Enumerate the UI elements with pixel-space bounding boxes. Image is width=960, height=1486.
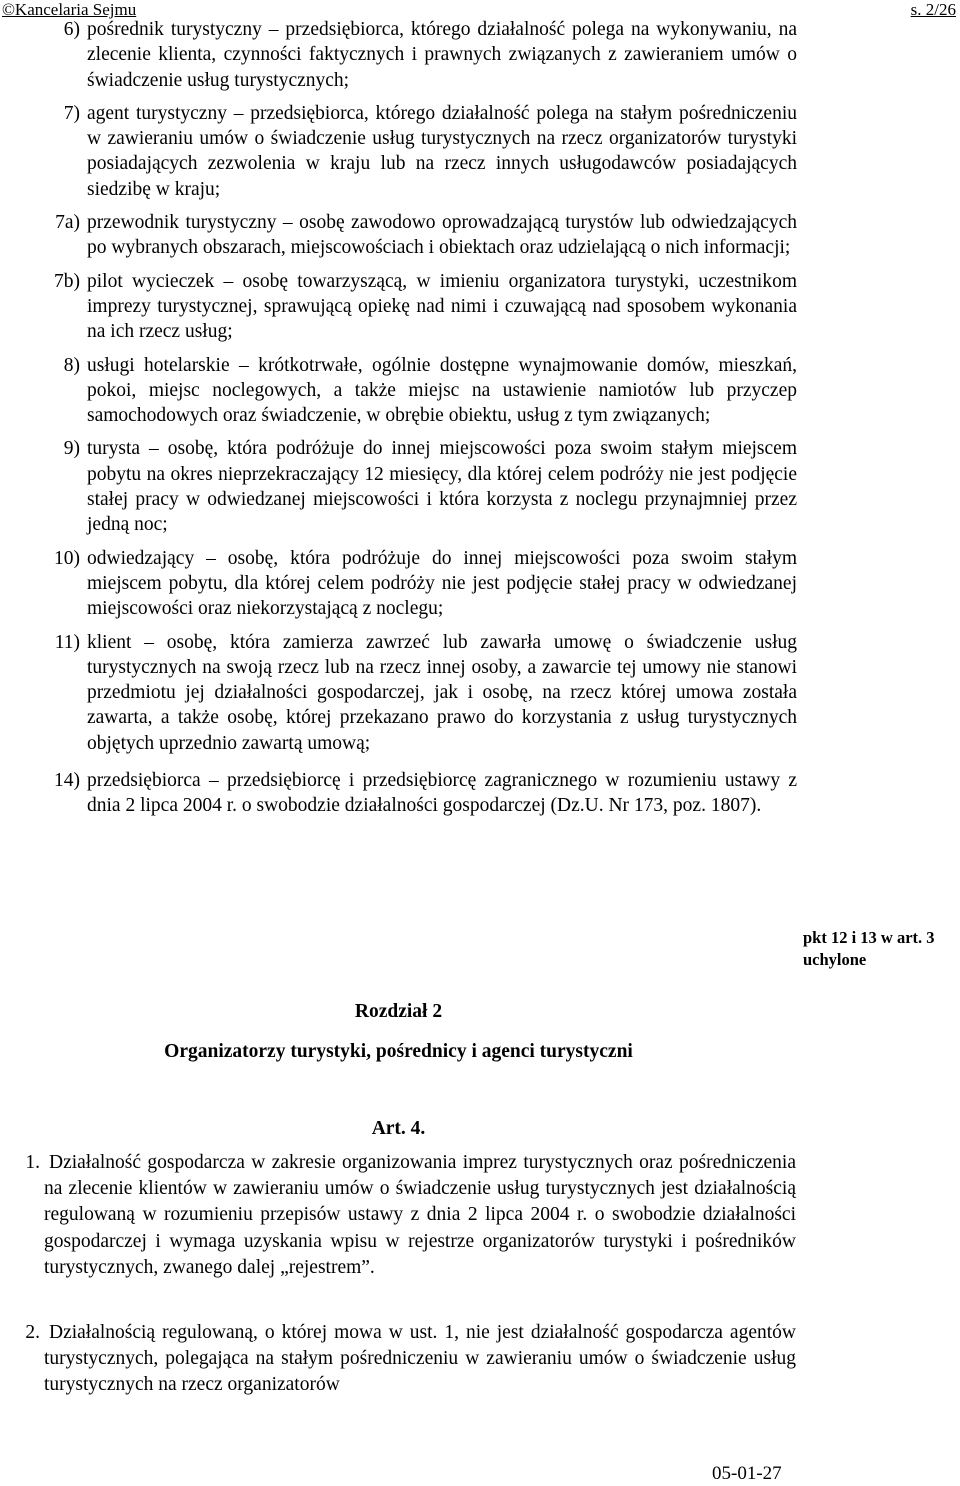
definition-list [0, 17, 960, 827]
paragraph-number: 2. [25, 1322, 40, 1343]
item-number: 10) [54, 547, 80, 569]
list-item [0, 17, 960, 93]
item-number: 8) [63, 354, 80, 376]
article-paragraph [0, 1150, 960, 1281]
list-item [0, 630, 960, 756]
item-number: 7) [63, 102, 80, 124]
item-number: 6) [63, 19, 80, 40]
item-text: klient – osobę, która zamierza zawrzeć lub zawarła umowę o świadczenie usług turystycznych na swoją rzecz lub na rzecz innej osoby, a zawarcie tej umowy nie stanowi przedmiotu jej działalności gospodarczej, jak i osobę, na rzecz której umowa została zawarta, a także osobę, której przekazano prawo do korzystania z usług turystycznych objętych uprzednio zawartą umową; [87, 631, 797, 754]
list-item [0, 101, 960, 202]
article-label: Art. 4. [371, 1118, 426, 1139]
item-text: przewodnik turystyczny – osobę zawodowo oprowadzającą turystów lub odwiedzających po wybranych obszarach, miejscowościach i obiektach oraz udzielającą o nich informacji; [87, 212, 797, 259]
list-item [0, 436, 960, 537]
list-item [0, 768, 960, 819]
item-number: 11) [54, 631, 80, 653]
item-text: usługi hotelarskie – krótkotrwałe, ogólnie dostępne wynajmowanie domów, mieszkań, pokoi, miejsc noclegowych, a także miejsc na ustawienie namiotów lub przyczep samochodowych oraz świadczenie, w obrębie obiektu, usług z tym związanych; [87, 354, 797, 427]
item-text: pilot wycieczek – osobę towarzyszącą, w imieniu organizatora turystyki, uczestnikom imprezy turystycznej, sprawującą opiekę nad nimi i czuwającą nad sposobem wykonania na ich rzecz usług; [87, 270, 797, 343]
item-text: odwiedzający – osobę, która podróżuje do innej miejscowości poza swoim stałym miejscem pobytu, dla której celem podróży nie jest podjęcie stałej pracy w odwiedzanej miejscowości oraz niekorzystającą z noclegu; [87, 547, 797, 620]
paragraph-number: 1. [25, 1152, 40, 1173]
header-source: ©Kancelaria Sejmu [2, 0, 137, 19]
article-paragraph [0, 1320, 960, 1399]
chapter-label: Rozdział 2 [354, 1001, 443, 1022]
item-text: pośrednik turystyczny – przedsiębiorca, którego działalność polega na wykonywaniu, na zlecenie klienta, czynności faktycznych i prawnych związanych z zawieraniem umów o świadczenie usług turystycznych; [87, 19, 797, 91]
list-item [0, 210, 960, 261]
list-item [0, 269, 960, 345]
list-item [0, 546, 960, 622]
item-text: turysta – osobę, która podróżuje do innej miejscowości poza swoim stałym miejscem pobytu na okres nieprzekraczający 12 miesięcy, dla której celem podróży nie jest podjęcie stałej pracy w odwiedzanej miejscowości i która korzysta z noclegu przynajmniej przez jedną noc; [87, 438, 797, 536]
footer-date: 05-01-27 [712, 1463, 782, 1484]
item-number: 14) [54, 770, 80, 792]
item-text: agent turystyczny – przedsiębiorca, którego działalność polega na stałym pośredniczeniu w zawieraniu umów o świadczenie usług turystycznych na rzecz organizatorów turystyki posiadających zezwolenia w kraju lub na rzecz innych usługodawców posiadających siedzibę w kraju; [87, 102, 797, 200]
paragraph-text: Działalność gospodarcza w zakresie organizowania imprez turystycznych oraz pośredniczenia na zlecenie klientów w zawieraniu umów o świadczenie usług turystycznych jest działalnością regulowaną w rozumieniu przepisów ustawy z dnia 2 lipca 2004 r. o swobodzie działalności gospodarczej i wymaga uzyskania wpisu w rejestrze organizatorów turystyki i pośredników turystycznych, zwanego dalej „rejestrem”. [44, 1152, 796, 1278]
paragraph-text: Działalnością regulowaną, o której mowa w ust. 1, nie jest działalność gospodarcza agentów turystycznych, polegająca na stałym pośredniczeniu w zawieraniu umów o świadczenie usług turystycznych na rzecz organizatorów [44, 1322, 796, 1396]
margin-note: pkt 12 i 13 w art. 3 uchylone [803, 928, 935, 969]
list-item [0, 353, 960, 429]
item-number: 7b) [54, 270, 80, 292]
item-text: przedsiębiorca – przedsiębiorcę i przedsiębiorcę zagranicznego w rozumieniu ustawy z dnia 2 lipca 2004 r. o swobodzie działalności gospodarczej (Dz.U. Nr 173, poz. 1807). [87, 770, 797, 817]
header-page-number: s. 2/26 [910, 0, 956, 19]
item-number: 7a) [55, 212, 80, 234]
item-number: 9) [63, 438, 80, 460]
chapter-title: Organizatorzy turystyki, pośrednicy i agenci turystyczni [164, 1041, 633, 1062]
